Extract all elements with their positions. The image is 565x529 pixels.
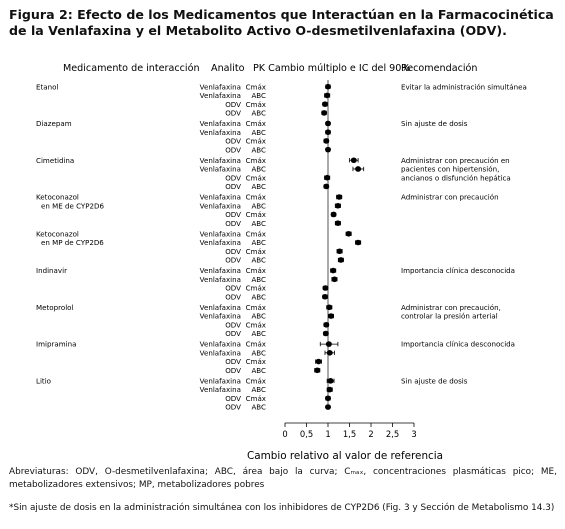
x-tick-label: 0,5 xyxy=(299,429,314,439)
point-estimate xyxy=(328,313,334,319)
analyte-label: Venlafaxina xyxy=(199,385,241,395)
analyte-label: ODV xyxy=(225,108,241,118)
analyte-label: ODV xyxy=(225,218,241,228)
header-analyte: Analito xyxy=(211,63,245,74)
drug-label: Ketoconazol xyxy=(36,229,79,239)
parameter-label: ABC xyxy=(251,201,266,211)
figure-title: Figura 2: Efecto de los Medicamentos que Interactúan en la Farmacocinética de la Venlafaxina y el Metabolito Activo O-desmetilvenlafaxina (ODV). xyxy=(9,7,554,38)
parameter-label: Cmáx xyxy=(245,393,266,403)
parameter-label: Cmáx xyxy=(245,376,266,386)
analyte-label: ODV xyxy=(225,136,241,146)
analyte-label: ODV xyxy=(225,182,241,192)
recommendation-label: Administrar con precaución xyxy=(401,192,499,202)
parameter-label: Cmáx xyxy=(245,82,266,92)
header-recommendation: Recomendación xyxy=(401,63,478,74)
drug-label: Diazepam xyxy=(36,119,72,129)
analyte-label: Venlafaxina xyxy=(199,155,241,165)
parameter-label: ABC xyxy=(251,238,266,248)
parameter-label: Cmáx xyxy=(245,155,266,165)
parameter-label: Cmáx xyxy=(245,339,266,349)
analyte-label: Venlafaxina xyxy=(199,302,241,312)
drug-label: en MP de CYP2D6 xyxy=(41,238,104,248)
point-estimate xyxy=(327,350,333,356)
parameter-label: Cmáx xyxy=(245,266,266,276)
analyte-label: Venlafaxina xyxy=(199,192,241,202)
drug-label: Imipramina xyxy=(36,339,77,349)
parameter-label: ABC xyxy=(251,365,266,375)
analyte-label: ODV xyxy=(225,255,241,265)
recommendation-label: Importancia clínica desconocida xyxy=(401,339,516,349)
point-estimate xyxy=(321,110,327,116)
recommendation-label: controlar la presión arterial xyxy=(401,311,498,321)
analyte-label: Venlafaxina xyxy=(199,274,241,284)
parameter-label: ABC xyxy=(251,348,266,358)
point-estimate xyxy=(326,305,332,311)
point-estimate xyxy=(322,285,328,291)
analyte-label: Venlafaxina xyxy=(199,119,241,129)
analyte-label: Venlafaxina xyxy=(199,229,241,239)
analyte-label: ODV xyxy=(225,329,241,339)
analyte-label: ODV xyxy=(225,292,241,302)
point-estimate xyxy=(346,231,352,237)
point-estimate xyxy=(325,84,331,90)
parameter-label: ABC xyxy=(251,108,266,118)
analyte-label: ODV xyxy=(225,145,241,155)
drug-label: Cimetidina xyxy=(36,155,75,165)
analyte-label: Venlafaxina xyxy=(199,376,241,386)
analyte-label: ODV xyxy=(225,173,241,183)
parameter-label: Cmáx xyxy=(245,229,266,239)
analyte-label: Venlafaxina xyxy=(199,82,241,92)
analyte-label: ODV xyxy=(225,210,241,220)
point-estimate xyxy=(336,194,342,200)
parameter-label: ABC xyxy=(251,164,266,174)
drug-label: Litio xyxy=(36,376,52,386)
point-estimate xyxy=(355,166,361,172)
x-axis xyxy=(282,423,416,439)
analyte-label: ODV xyxy=(225,357,241,367)
header-drug: Medicamento de interacción xyxy=(63,63,200,74)
point-estimate xyxy=(314,367,320,373)
point-estimate xyxy=(325,121,331,127)
analyte-label: ODV xyxy=(225,283,241,293)
drug-label: Indinavir xyxy=(36,266,67,276)
point-estimate xyxy=(330,268,336,274)
recommendation-label: pacientes con hipertensión, xyxy=(401,164,500,174)
analyte-label: ODV xyxy=(225,393,241,403)
rows-layer xyxy=(36,80,527,412)
point-estimate xyxy=(324,93,330,99)
point-estimate xyxy=(326,341,332,347)
point-estimate xyxy=(325,129,331,135)
parameter-label: Cmáx xyxy=(245,246,266,256)
x-axis-label: Cambio relativo al valor de referencia xyxy=(246,450,444,462)
x-tick-label: 0 xyxy=(282,429,288,439)
point-estimate xyxy=(325,404,331,410)
parameter-label: ABC xyxy=(251,218,266,228)
analyte-label: Venlafaxina xyxy=(199,238,241,248)
analyte-label: Venlafaxina xyxy=(199,311,241,321)
x-tick-label: 1 xyxy=(325,429,331,439)
point-estimate xyxy=(338,257,344,263)
parameter-label: ABC xyxy=(251,292,266,302)
point-estimate xyxy=(335,220,341,226)
drug-label: en ME de CYP2D6 xyxy=(41,201,105,211)
point-estimate xyxy=(327,387,333,393)
analyte-label: Venlafaxina xyxy=(199,266,241,276)
parameter-label: ABC xyxy=(251,311,266,321)
analyte-label: ODV xyxy=(225,365,241,375)
parameter-label: Cmáx xyxy=(245,302,266,312)
parameter-label: ABC xyxy=(251,91,266,101)
point-estimate xyxy=(325,147,331,153)
analyte-label: Venlafaxina xyxy=(199,127,241,137)
parameter-label: Cmáx xyxy=(245,192,266,202)
analyte-label: Venlafaxina xyxy=(199,339,241,349)
parameter-label: ABC xyxy=(251,274,266,284)
point-estimate xyxy=(331,276,337,282)
parameter-label: ABC xyxy=(251,402,266,412)
point-estimate xyxy=(351,157,357,163)
point-estimate xyxy=(323,138,329,144)
analyte-label: Venlafaxina xyxy=(199,91,241,101)
parameter-label: ABC xyxy=(251,145,266,155)
point-estimate xyxy=(323,184,329,190)
recommendation-label: Sin ajuste de dosis xyxy=(401,376,468,386)
point-estimate xyxy=(322,101,328,107)
recommendation-label: Sin ajuste de dosis xyxy=(401,119,468,129)
recommendation-label: ancianos o disfunción hepática xyxy=(401,173,511,183)
point-estimate xyxy=(325,396,331,402)
x-tick-label: 2,5 xyxy=(385,429,400,439)
parameter-label: ABC xyxy=(251,329,266,339)
parameter-label: Cmáx xyxy=(245,357,266,367)
recommendation-label: Evitar la administración simultánea xyxy=(401,82,527,92)
point-estimate xyxy=(337,248,343,254)
analyte-label: Venlafaxina xyxy=(199,348,241,358)
recommendation-label: Administrar con precaución, xyxy=(401,302,501,312)
abbreviations-note: Abreviaturas: ODV, O-desmetilvenlafaxina; ABC, área bajo la curva; Cₘₐₓ, concentraciones plasmáticas pico; ME, metabolizadores extensivos; MP, metabolizadores pobres xyxy=(9,467,557,490)
parameter-label: Cmáx xyxy=(245,119,266,129)
parameter-label: ABC xyxy=(251,385,266,395)
point-estimate xyxy=(323,322,329,328)
x-tick-label: 2 xyxy=(368,429,374,439)
parameter-label: ABC xyxy=(251,182,266,192)
point-estimate xyxy=(322,294,328,300)
parameter-label: ABC xyxy=(251,127,266,137)
parameter-label: Cmáx xyxy=(245,99,266,109)
analyte-label: ODV xyxy=(225,246,241,256)
point-estimate xyxy=(328,378,334,384)
point-estimate xyxy=(323,331,329,337)
parameter-label: Cmáx xyxy=(245,210,266,220)
parameter-label: Cmáx xyxy=(245,173,266,183)
point-estimate xyxy=(316,359,322,365)
point-estimate xyxy=(355,240,361,246)
x-tick-label: 3 xyxy=(411,429,417,439)
header-pk: PK Cambio múltiplo e IC del 90% xyxy=(253,63,411,74)
analyte-label: ODV xyxy=(225,320,241,330)
x-tick-label: 1,5 xyxy=(342,429,357,439)
point-estimate xyxy=(331,212,337,218)
analyte-label: ODV xyxy=(225,402,241,412)
drug-label: Ketoconazol xyxy=(36,192,79,202)
analyte-label: ODV xyxy=(225,99,241,109)
parameter-label: Cmáx xyxy=(245,320,266,330)
drug-label: Metoprolol xyxy=(36,302,74,312)
point-estimate xyxy=(335,203,341,209)
analyte-label: Venlafaxina xyxy=(199,201,241,211)
recommendation-label: Importancia clínica desconocida xyxy=(401,266,516,276)
recommendation-label: Administrar con precaución en xyxy=(401,155,510,165)
analyte-label: Venlafaxina xyxy=(199,164,241,174)
parameter-label: Cmáx xyxy=(245,136,266,146)
parameter-label: Cmáx xyxy=(245,283,266,293)
drug-label: Etanol xyxy=(36,82,59,92)
dose-adjustment-note: *Sin ajuste de dosis en la administración simultánea con los inhibidores de CYP2D6 (Fig. 3 y Sección de Metabolismo 14.3) xyxy=(9,503,555,513)
parameter-label: ABC xyxy=(251,255,266,265)
point-estimate xyxy=(324,175,330,181)
